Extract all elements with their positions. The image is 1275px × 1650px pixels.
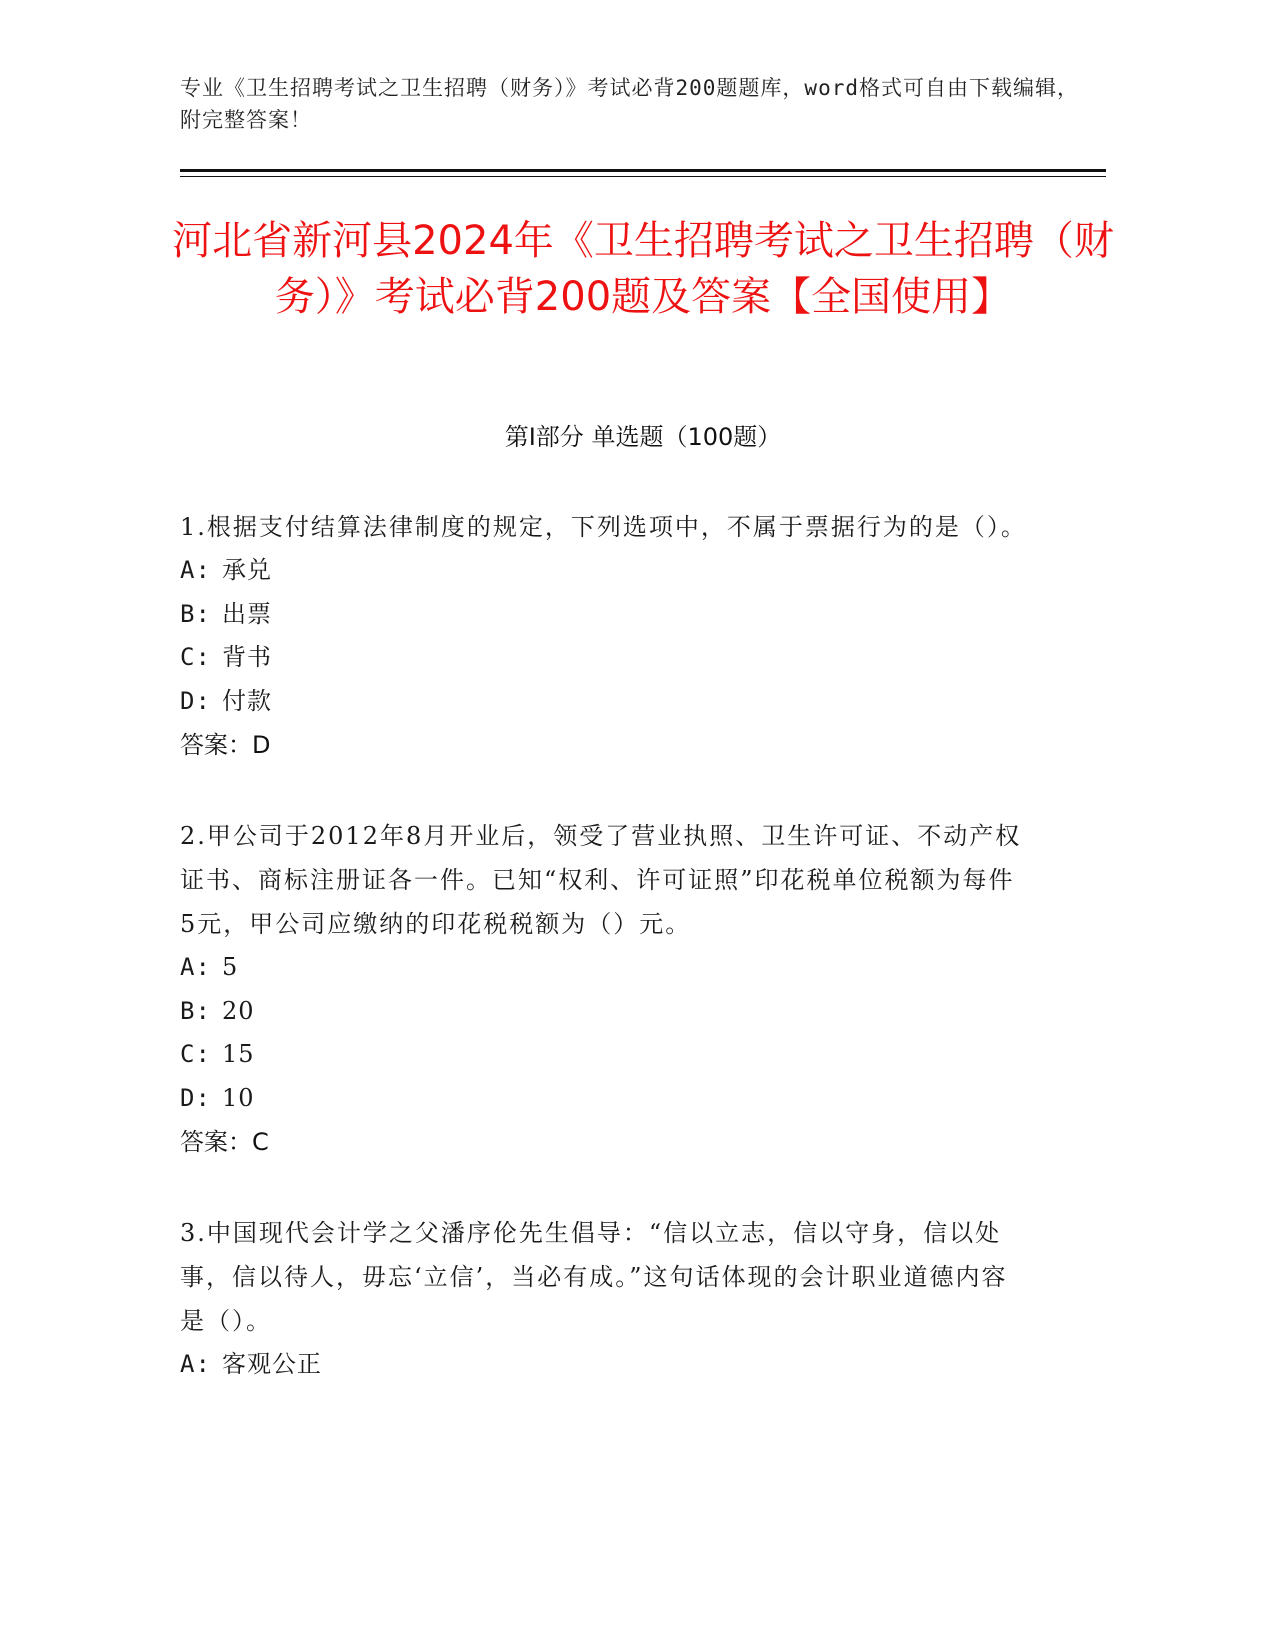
option-text: 承兑	[222, 556, 272, 584]
option-text: 客观公正	[222, 1350, 322, 1378]
question-2	[180, 814, 1030, 1164]
option-a	[180, 549, 1030, 593]
question-stem: 1.根据支付结算法律制度的规定，下列选项中，不属于票据行为的是（）。	[180, 513, 1027, 541]
option-d	[180, 680, 1030, 724]
option-c	[180, 636, 1030, 680]
option-letter: A:	[180, 953, 211, 981]
question-list	[180, 505, 1030, 1434]
option-letter: D:	[180, 686, 211, 715]
answer-line: 答案：C	[180, 1128, 269, 1156]
option-text: 10	[222, 1083, 255, 1112]
option-text: 20	[222, 996, 255, 1025]
document-title: 河北省新河县2024年《卫生招聘考试之卫生招聘（财务）》考试必背200题及答案【全国使用】	[172, 218, 1114, 320]
answer-line: 答案：D	[180, 731, 271, 759]
question-stem: 3.中国现代会计学之父潘序伦先生倡导：“信以立志，信以守身，信以处事，信以待人，毋忘‘立信’，当必有成。”这句话体现的会计职业道德内容是（）。	[180, 1219, 1008, 1335]
option-d	[180, 1077, 1030, 1121]
option-letter: D:	[180, 1083, 211, 1112]
header-divider-thick	[180, 169, 1106, 172]
option-text: 15	[222, 1040, 255, 1068]
option-letter: A:	[180, 556, 211, 584]
option-text: 付款	[222, 686, 272, 715]
option-a	[180, 946, 1030, 990]
option-text: 出票	[222, 599, 272, 628]
section-heading: 第Ⅰ部分 单选题（100题）	[504, 423, 782, 451]
option-c	[180, 1033, 1030, 1077]
option-letter: B:	[180, 599, 211, 628]
header-divider-thin	[180, 176, 1106, 177]
option-letter: A:	[180, 1350, 211, 1378]
option-letter: B:	[180, 996, 211, 1025]
option-a	[180, 1343, 1030, 1387]
question-stem: 2.甲公司于2012年8月开业后，领受了营业执照、卫生许可证、不动产权证书、商标注册证各一件。已知“权利、许可证照”印花税单位税额为每件5元，甲公司应缴纳的印花税税额为（）元。	[180, 822, 1022, 938]
question-3	[180, 1211, 1030, 1387]
option-b	[180, 990, 1030, 1034]
option-text: 5	[222, 953, 239, 981]
header-note: 专业《卫生招聘考试之卫生招聘（财务）》考试必背200题题库，word格式可自由下载编辑，附完整答案！	[180, 76, 1079, 132]
option-b	[180, 593, 1030, 637]
question-1	[180, 505, 1030, 767]
option-letter: C:	[180, 1040, 211, 1068]
option-text: 背书	[222, 643, 272, 671]
option-letter: C:	[180, 643, 211, 671]
